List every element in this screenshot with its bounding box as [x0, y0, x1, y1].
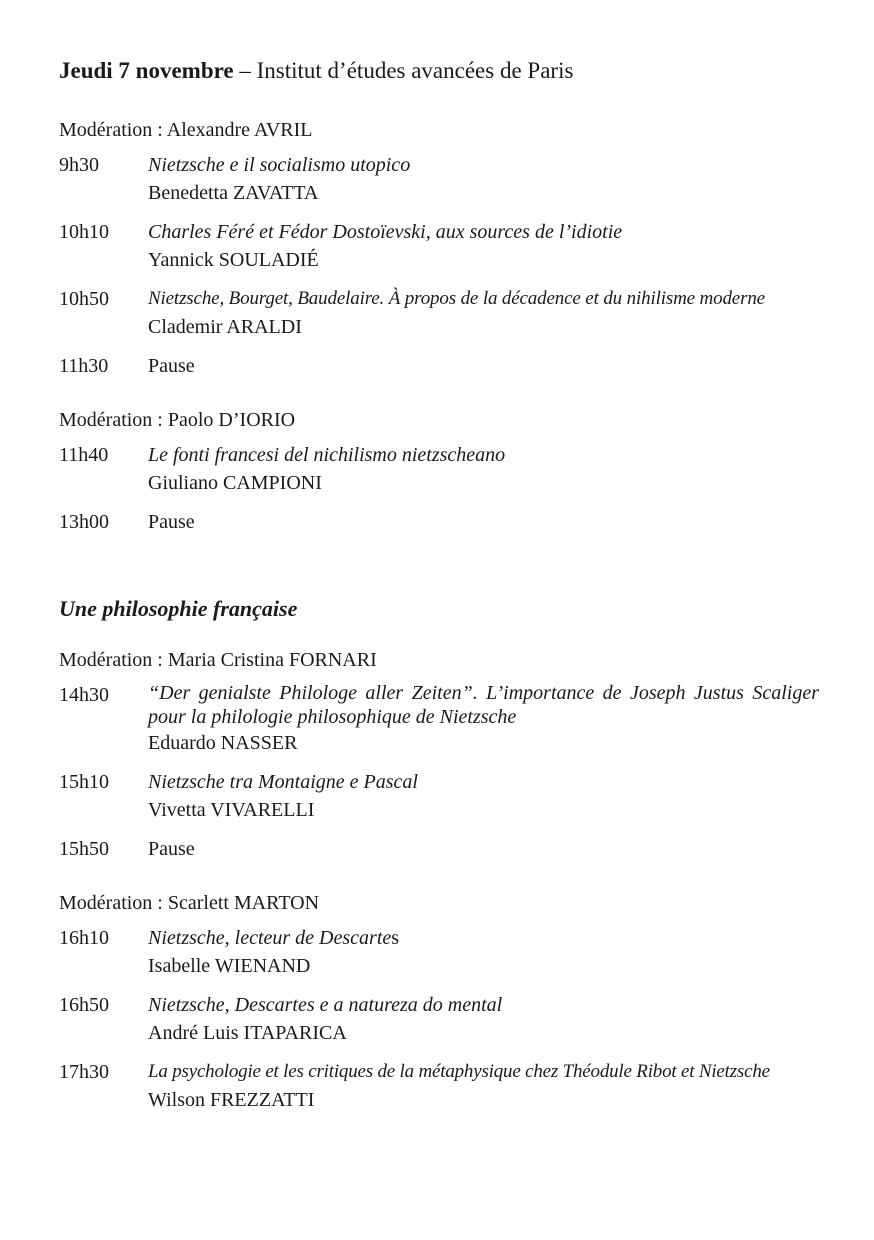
speaker-name: Giuliano CAMPIONI — [148, 472, 322, 494]
talk-title: Charles Féré et Fédor Dostoïevski, aux sources de l’idiotie — [148, 221, 623, 243]
moderation-line: Modération : Paolo D’IORIO — [59, 409, 296, 431]
item-time: 15h10 — [59, 771, 109, 793]
moderation-line: Modération : Scarlett MARTON — [59, 892, 320, 914]
day-venue: Institut d’études avancées de Paris — [256, 58, 574, 83]
item-time: 11h40 — [59, 444, 109, 466]
talk-title: La psychologie et les critiques de la métaphysique chez Théodule Ribot et Nietzsche — [148, 1061, 770, 1082]
day-header — [59, 54, 819, 88]
program-page — [59, 54, 819, 1125]
session — [59, 889, 819, 1114]
talk-title: Nietzsche, Bourget, Baudelaire. À propos de la décadence et du nihilisme moderne — [148, 288, 765, 309]
moderation-line: Modération : Alexandre AVRIL — [59, 119, 313, 141]
speaker-name: Isabelle WIENAND — [148, 955, 311, 977]
pause-label: Pause — [148, 838, 195, 860]
item-time: 16h10 — [59, 927, 109, 949]
speaker-name: Yannick SOULADIÉ — [148, 249, 319, 271]
item-time: 10h50 — [59, 288, 109, 310]
speaker-name: Eduardo NASSER — [148, 732, 298, 754]
talk-title — [148, 924, 819, 952]
talk-title: “Der genialste Philologe aller Zeiten”. L’importance de Joseph Justus Scaliger pour la philologie philosophique de Nietzsche — [148, 682, 819, 728]
program-item — [59, 835, 819, 863]
talk-title: Nietzsche, Descartes e a natureza do mental — [148, 994, 503, 1016]
program-item — [59, 218, 819, 274]
program-item — [59, 924, 819, 980]
section-title: Une philosophie française — [59, 596, 298, 621]
item-time: 13h00 — [59, 511, 109, 533]
speaker-name: Clademir ARALDI — [148, 316, 302, 338]
program-item — [59, 151, 819, 207]
speaker-name: Benedetta ZAVATTA — [148, 182, 319, 204]
item-time: 11h30 — [59, 355, 109, 377]
program-item — [59, 352, 819, 380]
program-item — [59, 1058, 819, 1114]
talk-title: Nietzsche tra Montaigne e Pascal — [148, 771, 418, 793]
program-item — [59, 768, 819, 824]
program-item — [59, 508, 819, 536]
talk-title: Nietzsche e il socialismo utopico — [148, 154, 411, 176]
speaker-name: Vivetta VIVARELLI — [148, 799, 315, 821]
speaker-name: Wilson FREZZATTI — [148, 1089, 315, 1111]
item-time: 9h30 — [59, 154, 99, 176]
item-time: 15h50 — [59, 838, 109, 860]
pause-label: Pause — [148, 355, 195, 377]
session — [59, 116, 819, 380]
pause-label: Pause — [148, 511, 195, 533]
day-separator: – — [233, 58, 257, 83]
talk-title-text: Nietzsche, lecteur de Descarte — [148, 927, 392, 949]
session — [59, 646, 819, 863]
program-item — [59, 441, 819, 497]
moderation-line: Modération : Maria Cristina FORNARI — [59, 649, 377, 671]
day-date: Jeudi 7 novembre — [59, 58, 234, 83]
program-item — [59, 681, 819, 757]
item-time: 16h50 — [59, 994, 109, 1016]
program-item — [59, 991, 819, 1047]
program-item — [59, 285, 819, 341]
talk-title: Le fonti francesi del nichilismo nietzscheano — [148, 444, 506, 466]
speaker-name: André Luis ITAPARICA — [148, 1022, 347, 1044]
talk-title-suffix: s — [391, 927, 400, 949]
item-time: 17h30 — [59, 1061, 109, 1083]
item-time: 10h10 — [59, 221, 109, 243]
item-time: 14h30 — [59, 684, 109, 706]
session — [59, 406, 819, 536]
